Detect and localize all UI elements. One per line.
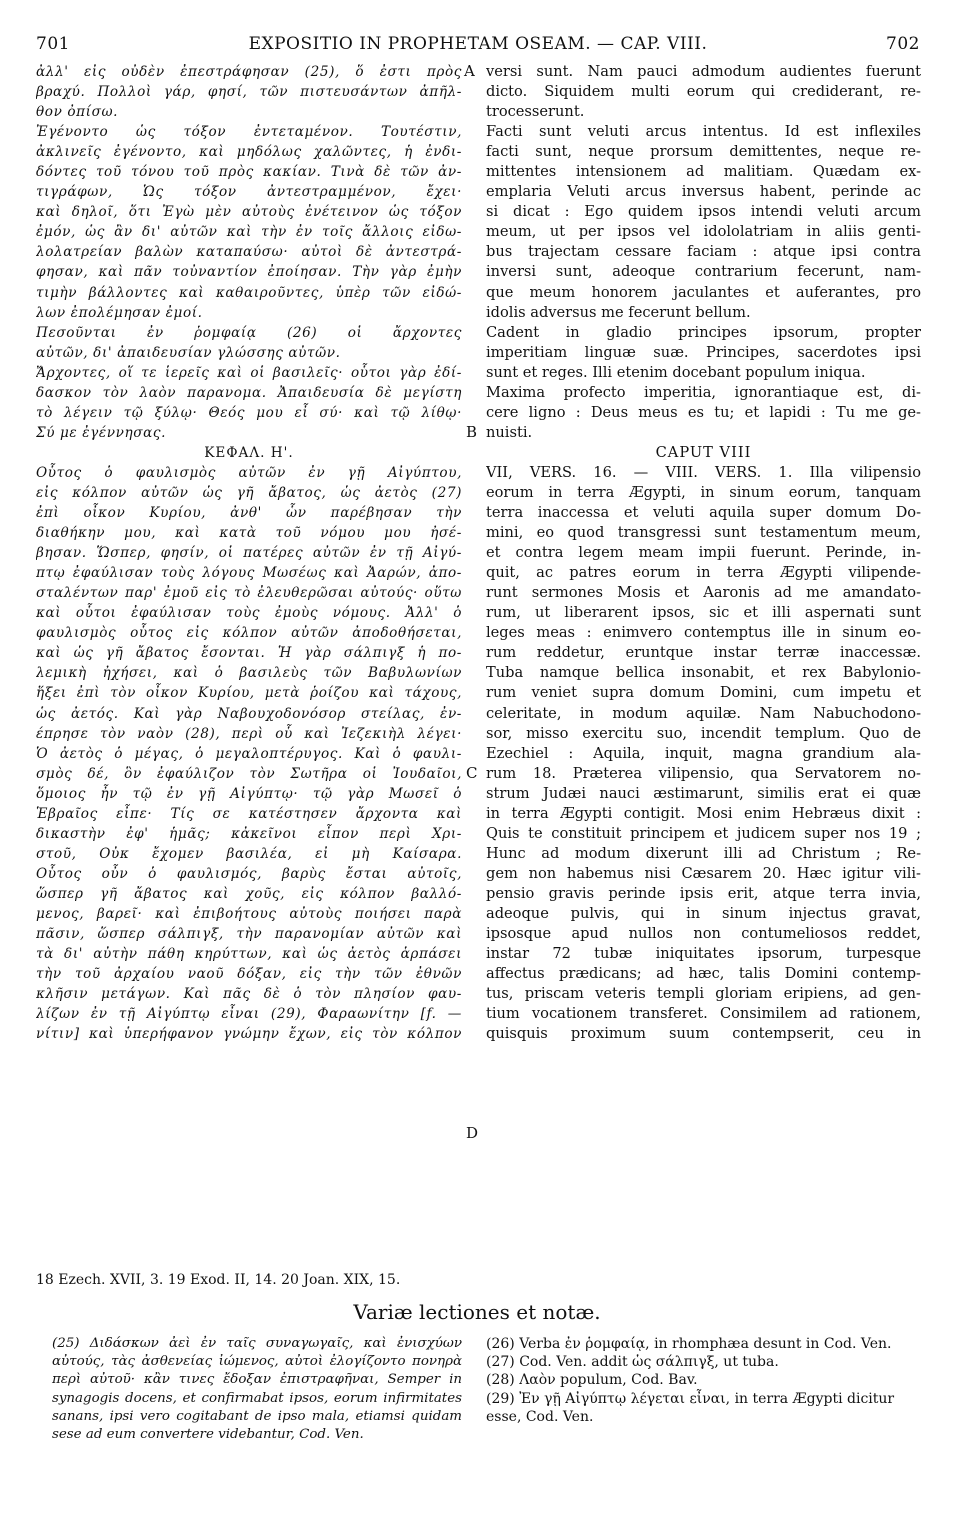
text-line: λεμικὴ ἠχήσει, καὶ ὁ βασιλεὺς τῶν Βαβυλωνίων — [36, 665, 462, 682]
text-line: affectus prædicans; ad hæc, talis Domini contemp- — [486, 965, 921, 983]
text-line: idolis adversus me fecerunt bellum. — [486, 303, 751, 321]
text-line: φαυλισμὸς οὗτος εἰς κόλπον αὐτῶν ἀποδοθήσεται, — [36, 625, 462, 642]
text-line: στοῦ, Οὐκ ἔχομεν βασιλέα, εἰ μὴ Καίσαρα. — [36, 845, 462, 862]
text-line: nuisti. — [486, 423, 533, 441]
text-line: σταλέντων παρ' ἐμοῦ εἰς τὸ ἐλευθερῶσαι αὐτούς· οὕτω — [36, 585, 462, 602]
text-line: strum Judæi nauci æstimarunt, similis erat ei quæ — [486, 784, 921, 802]
text-line: φησαν, καὶ πᾶν τοὐναντίον ἐποίησαν. Τὴν γὰρ ἐμὴν — [36, 264, 462, 281]
text-line: ipsosque apud nullos non contumeliosos reddet, — [486, 925, 921, 943]
text-line: mini, eo quod transgressi sunt testamentum meum, — [486, 524, 921, 542]
variant-note: (29) Ἐν γῇ Αἰγύπτῳ λέγεται εἶναι, in terra Ægypti dicitur esse, Cod. Ven. — [486, 1390, 895, 1425]
text-line: mittentes intensionem ad malitiam. Quædam ex- — [486, 163, 921, 181]
text-line: que meum honorem jaculantes et auferantes, pro — [486, 283, 921, 301]
variant-note: (26) Verba ἐν ῥομφαίᾳ, in rhomphæa desunt in Cod. Ven. — [486, 1336, 892, 1352]
variae-right — [486, 1335, 920, 1426]
text-line: δασκον τὸν λαὸν παρανομα. Ἀπαιδευσία δὲ μεγίστη — [36, 384, 462, 401]
text-line: καὶ δηλοῖ, ὅτι Ἐγὼ μὲν αὐτοὺς ἐνέτεινον ὡς τόξον — [36, 204, 462, 221]
text-line: sunt et reges. Illi etenim docebant populum iniqua. — [486, 363, 866, 381]
text-line: ἐπὶ οἶκον Κυρίου, ἀνθ' ὧν παρέβησαν τὴν — [36, 505, 462, 522]
text-line: Facti sunt veluti arcus intentus. Id est inflexiles — [486, 123, 921, 141]
variae-title: Variæ lectiones et notæ. — [353, 1300, 601, 1324]
text-line: Ezechiel : Aquila, inquit, magna grandium ala- — [486, 744, 921, 762]
page-number-right: 702 — [886, 34, 920, 54]
text-line: rum 18. Præterea vilipensio, qua Servatorem no- — [486, 764, 921, 782]
text-line: τὸ λέγειν τῷ ξύλῳ· Θεός μου εἶ σύ· καὶ τῷ λίθῳ· — [36, 404, 462, 421]
text-line: λίζων ἐν τῇ Αἰγύπτῳ εἶναι (29), Φαραωνίτην [f. — — [36, 1006, 462, 1023]
text-line: et contra legem meam impii fuerunt. Perinde, in- — [486, 544, 921, 562]
text-line: πᾶσιν, ὥσπερ σάλπιγξ, τὴν παρανομίαν αὐτῶν καὶ — [36, 926, 462, 943]
text-line: pensio gravis perinde ipsis erit, atque terra invia, — [486, 884, 921, 902]
text-line: adeoque pulvis, qui in sinum injectus gravat, — [486, 904, 921, 922]
text-line: instar 72 tubæ iniquitates ipsorum, turpesque — [486, 945, 921, 963]
text-line: tium vocationem transferet. Consimilem ad rationem, — [486, 1005, 921, 1023]
text-line: αὐτῶν, δι' ἀπαιδευσίαν γλώσσης αὐτῶν. — [36, 344, 341, 361]
variant-note: (27) Cod. Ven. addit ὡς σάλπιγξ, ut tuba. — [486, 1354, 779, 1371]
variant-note: (28) Λαὸν populum, Cod. Bav. — [486, 1372, 698, 1389]
text-line: meum, ut per ipsos vel idololatriam in aliis genti- — [486, 223, 921, 241]
text-line: λολατρείαν βαλὼν καταπαύσω· αὐτοὶ δὲ ἀντεστρά- — [36, 244, 462, 261]
text-line: τιγράφων, Ὡς τόξον ἀντεστραμμένον, ἔχει· — [36, 184, 462, 201]
greek-column — [36, 62, 462, 1044]
margin-marker-b: B — [466, 423, 478, 441]
text-line: inversi sunt, adeoque contrarium fecerunt, nam- — [486, 263, 921, 281]
text-line: rum, ut liberarent ipsos, sic et illi aspernati sunt — [486, 604, 921, 622]
text-line: δικαστὴν ἐφ' ἡμᾶς; κἀκεῖνοι εἶπον περὶ Χρι- — [36, 825, 462, 842]
text-line: bus trajectam cessare faciam : atque ipsi contra — [486, 243, 921, 261]
text-line: Ἄρχοντες, οἵ τε ἱερεῖς καὶ οἱ βασιλεῖς· οὗτοι γὰρ ἐδί- — [36, 364, 462, 381]
text-line: διαθήκην μου, καὶ κατὰ τοῦ νόμου μου ἠσέ- — [36, 525, 462, 542]
text-line: Ἐγένοντο ὡς τόξον ἐντεταμένον. Τουτέστιν, — [36, 124, 462, 141]
text-line: τιμὴν βάλλοντες καὶ καθαιροῦντες, ὑπὲρ τῶν εἰδώ- — [36, 284, 462, 301]
text-line: θον ὀπίσω. — [36, 104, 119, 121]
text-line: μενος, βαρεῖ· καὶ ἐπιβοήτους αὐτοὺς ποιήσει παρὰ — [36, 905, 462, 922]
text-line: emplaria Veluti arcus inversus habent, perinde ac — [486, 183, 921, 201]
text-line: gem non habemus nisi Cæsarem 20. Hæc igitur vili- — [486, 864, 921, 882]
text-line: νίτιν] καὶ ὑπερήφανον γνώμην ἔχων, εἰς τὸν κόλπον — [36, 1026, 462, 1043]
text-line: έπρησε τὸν ναὸν (28), περὶ οὗ καὶ Ἰεζεκιὴλ λέγει· — [36, 725, 462, 742]
running-title: EXPOSITIO IN PROPHETAM OSEAM. — CAP. VIII. — [248, 34, 708, 54]
chapter-heading: ΚΕΦΑΛ. Η'. — [204, 444, 294, 461]
text-line: si dicat : Ego quidem ipsos intendi veluti arcum — [486, 203, 921, 221]
text-line: Οὗτος οὖν ὁ φαυλισμός, βαρὺς ἔσται αὐτοῖς, — [36, 865, 462, 882]
text-line: ὡς ἀετός. Καὶ γὰρ Ναβουχοδονόσορ στείλας, ἐν- — [36, 705, 462, 722]
text-line: in terra Ægypti contigit. Mosi enim Hebræus dixit : — [486, 804, 921, 822]
text-line: rum veniet supra domum Domini, cum impetu et — [486, 684, 921, 702]
text-line: ἥξει ἐπὶ τὸν οἶκον Κυρίου, μετὰ ῥοίζου καὶ τάχους, — [36, 685, 462, 702]
text-line: trocesserunt. — [486, 103, 585, 121]
text-line: imperitiam linguæ suæ. Principes, sacerdotes ipsi — [486, 343, 921, 361]
text-line: sor, misso exercitu suo, incendit templum. Quo de — [486, 724, 921, 742]
text-line: leges meas : enimvero contemptus ille in sinum eo- — [486, 624, 921, 642]
text-line: celeritate, in modum aquilæ. Nam Nabuchodono- — [486, 704, 921, 722]
text-line: Ὁ ἀετὸς ὁ μέγας, ὁ μεγαλοπτέρυγος. Καὶ ὁ φαυλι- — [36, 745, 462, 762]
text-line: Οὗτος ὁ φαυλισμὸς αὐτῶν ἐν γῇ Αἰγύπτου, — [36, 464, 462, 481]
footnotes: 18 Ezech. XVII, 3. 19 Exod. II, 14. 20 Joan. XIX, 15. — [36, 1272, 401, 1288]
text-line: VII, VERS. 16. — VIII. VERS. 1. Illa vilipensio — [486, 463, 921, 481]
text-line: Ἑβραῖος εἶπε· Τίς σε κατέστησεν ἄρχοντα καὶ — [36, 805, 462, 822]
text-line: rum reddetur, eruntque instar terræ inaccessæ. — [486, 644, 921, 662]
text-line: Hunc ad modum dixerunt illi ad Christum ; Re- — [486, 844, 921, 862]
variae-left: (25) Διδάσκων ἀεὶ ἐν ταῖς συναγωγαῖς, καὶ ἐνισχύων αὐτούς, τὰς ἀσθενείας ἰώμενος, αὐτοὶ ἐλογίζοντο πονηρὰ περὶ αὐτοῦ· κἂν τινες ἔδοξαν ἐπιστραφῆναι, Semper in synagogis docens, et confirmabat ipsos, eorum infirmitates sanans, ipsi vero cogitabant de ipso mala, etiamsi quidam sese ad eum convertere videbantur, Cod. Ven. — [52, 1336, 462, 1443]
margin-marker-c: C — [466, 764, 478, 782]
text-line: cere ligno : Deus meus es tu; et lapidi : Tu me ge- — [486, 403, 921, 421]
text-line: βησαν. Ὥσπερ, φησίν, οἱ πατέρες αὐτῶν ἐν τῇ Αἰγύ- — [36, 545, 462, 562]
text-line: Cadent in gladio principes ipsorum, propter — [486, 323, 921, 341]
text-line: Quis te constituit principem et judicem super nos 19 ; — [486, 824, 921, 842]
text-line: σμὸς δέ, ὃν ἐφαύλιζον τὸν Σωτῆρα οἱ Ἰουδαῖοι, — [36, 765, 462, 782]
text-line: καὶ ὡς γῆ ἄβατος ἔσονται. Ἡ γὰρ σάλπιγξ ἡ πο- — [36, 645, 462, 662]
text-line: καὶ οὗτοι ἐφαύλισαν τοὺς ἐμοὺς νόμους. Ἀλλ' ὁ — [36, 605, 462, 622]
text-line: Maxima profecto imperitia, ignorantiaque est, di- — [486, 383, 921, 401]
text-line: πτῳ ἐφαύλισαν τοὺς λόγους Μωσέως καὶ Ἀαρών, ἀπο- — [36, 565, 462, 582]
text-line: λων ἐπολέμησαν ἐμοί. — [36, 304, 203, 321]
text-line: δόντες τοῦ τόνου τοῦ πρὸς κακίαν. Τινὰ δὲ τῶν ἀν- — [36, 164, 462, 181]
latin-column — [486, 62, 921, 1044]
text-line: ἐμόν, ὡς ἂν δι' αὐτῶν καὶ τὴν ἐν τοῖς ἄλλοις εἰδω- — [36, 224, 462, 241]
text-line: versi sunt. Nam pauci admodum audientes fuerunt — [486, 63, 921, 80]
chapter-heading: CAPUT VIII — [655, 443, 752, 461]
text-line: terra inaccessa et veluti aquila super domum Do- — [486, 504, 921, 522]
text-line: ἀλλ' εἰς οὐδὲν ἐπεστράφησαν (25), ὅ ἐστι πρὸς — [36, 64, 462, 80]
text-line: tus, priscam veteris templi gloriam eripiens, ad gen- — [486, 985, 921, 1003]
text-line: κλῆσιν μετάγων. Καὶ πᾶς δὲ ὁ τὸν πλησίον φαυ- — [36, 986, 462, 1003]
text-line: Πεσοῦνται ἐν ῥομφαίᾳ (26) οἱ ἄρχοντες — [36, 324, 462, 341]
text-line: quisquis proximum suum contempserit, ceu in — [486, 1025, 921, 1043]
margin-marker-a: A — [464, 62, 475, 80]
text-line: τὰ δι' αὐτὴν πάθη κηρύττων, καὶ ὡς ἀετὸς ἁρπάσει — [36, 946, 462, 963]
text-line: ὥσπερ γῆ ἄβατος καὶ χοῦς, εἰς κόλπον βαλλό- — [36, 885, 462, 902]
text-line: runt sermones Mosis et Aaronis ad me amandato- — [486, 584, 921, 602]
text-line: eorum in terra Ægypti, in sinum eorum, tanquam — [486, 483, 921, 501]
text-line: ὅμοιος ἦν τῷ ἐν γῇ Αἰγύπτῳ· τῷ γὰρ Μωσεῖ ὁ — [36, 785, 462, 802]
text-line: dicto. Siquidem multi eorum qui crediderant, re- — [486, 83, 921, 101]
text-line: facti sunt, neque prorsum demittentes, neque re- — [486, 143, 921, 161]
text-line: Tuba namque bellica insonabit, et rex Babylonio- — [486, 664, 921, 682]
text-line: quit, ac patres eorum in terra Ægypti vilipende- — [486, 564, 921, 582]
text-line: Σύ με ἐγέννησας. — [36, 424, 167, 441]
page-number-left: 701 — [36, 34, 70, 54]
text-line: βραχύ. Πολλοὶ γάρ, φησί, τῶν πιστευσάντων ἀπῆλ- — [36, 84, 462, 101]
margin-marker-d: D — [466, 1124, 479, 1142]
text-line: ἀκλινεῖς ἐγένοντο, καὶ μηδόλως χαλῶντες, ἡ ἐνδι- — [36, 144, 462, 161]
text-line: τὴν τοῦ ἀρχαίου ναοῦ δόξαν, εἰς τὴν τῶν ἐθνῶν — [36, 966, 462, 983]
page-header — [36, 34, 920, 58]
text-line: εἰς κόλπον αὐτῶν ὡς γῆ ἄβατος, ὡς ἀετὸς (27) — [36, 484, 462, 501]
